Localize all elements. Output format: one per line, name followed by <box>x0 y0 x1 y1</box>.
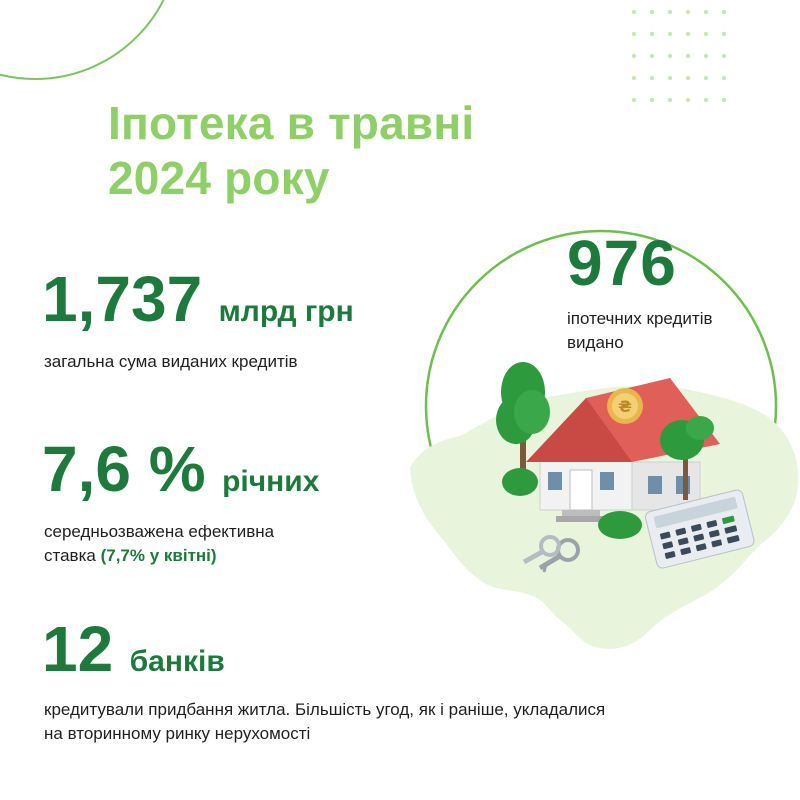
loans-count-label <box>567 307 777 355</box>
banks-description-line-2: на вторинному ринку нерухомості <box>44 724 311 743</box>
title-line-1: Іпотека в травні <box>108 97 475 149</box>
rate-description-line-1: середньозважена ефективна <box>44 522 275 541</box>
total-amount-description: загальна сума виданих кредитів <box>44 352 298 371</box>
svg-text:₴: ₴ <box>618 397 632 416</box>
rate-description <box>44 520 274 568</box>
rate-stat <box>42 432 319 506</box>
loans-count: 976 <box>567 227 677 299</box>
decorative-dot-grid <box>630 8 730 118</box>
rate-description-line-2 <box>44 544 274 568</box>
banks-value: 12 <box>42 613 114 685</box>
banks-description <box>44 698 605 746</box>
rate-unit: річних <box>222 465 320 498</box>
title-line-2: 2024 року <box>108 152 330 204</box>
banks-unit: банків <box>129 645 225 678</box>
banks-description-line-1: кредитували придбання житла. Більшість угод, як і раніше, укладалися <box>44 700 606 719</box>
rate-description-prefix: ставка <box>44 546 101 565</box>
loans-label-line-2: видано <box>567 333 624 352</box>
banks-stat <box>42 612 225 686</box>
rate-previous-month: (7,7% у квітні) <box>100 546 217 565</box>
total-amount-stat <box>42 262 354 336</box>
total-amount-value: 1,737 <box>42 263 203 335</box>
rate-value: 7,6 % <box>42 433 206 505</box>
total-amount-unit: млрд грн <box>218 295 354 328</box>
hryvnia-coin-icon <box>607 388 643 424</box>
page-title <box>108 96 474 206</box>
decorative-arc <box>0 0 180 80</box>
loans-label-line-1: іпотечних кредитів <box>567 309 713 328</box>
